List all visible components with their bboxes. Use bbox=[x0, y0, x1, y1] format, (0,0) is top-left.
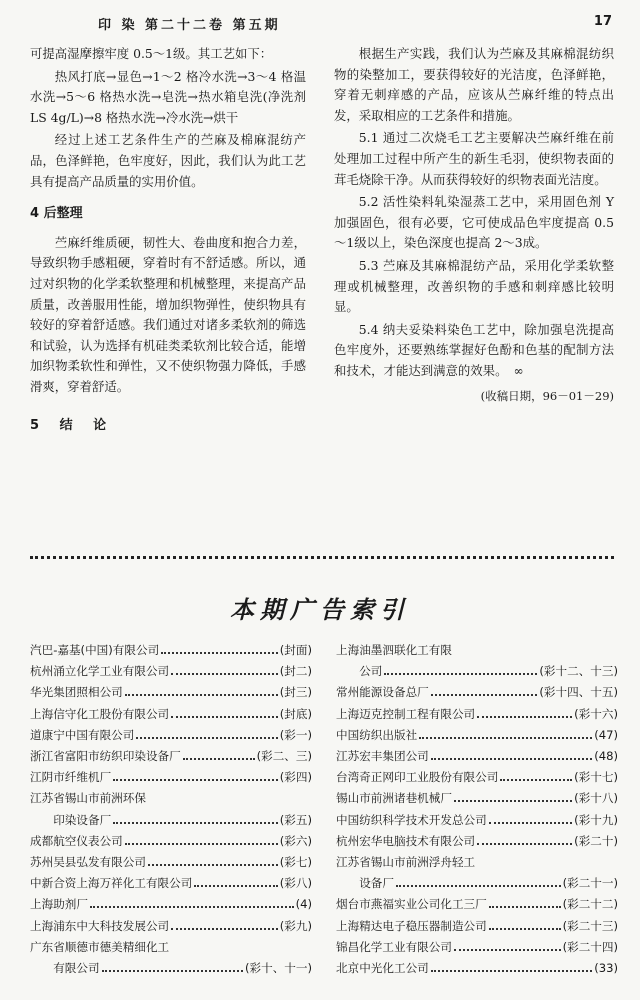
advertiser-name: 设备厂 bbox=[359, 876, 394, 891]
advertiser-name: 上海助剂厂 bbox=[30, 897, 88, 912]
leader-dots bbox=[396, 878, 561, 888]
advertiser-name: 成都航空仪表公司 bbox=[30, 833, 123, 848]
advertiser-name: 有限公司 bbox=[53, 961, 100, 976]
ad-page-ref: (封三) bbox=[279, 685, 312, 700]
ad-index-entry bbox=[336, 873, 618, 894]
ad-index-entry bbox=[30, 640, 312, 661]
advertiser-name: 中国纺织科学技术开发总公司 bbox=[336, 812, 487, 827]
ad-index-entry bbox=[30, 788, 312, 809]
leader-dots bbox=[500, 772, 572, 782]
body-paragraph: 根据生产实践，我们认为苎麻及其麻棉混纺织物的染整加工，要获得较好的光洁度，色泽鲜艳，穿着无刺痒感的产品，应该从苎麻纤维的特点出发，采取相应的工艺条件和措施。 bbox=[334, 46, 614, 123]
ad-page-ref: (彩二十三) bbox=[562, 918, 618, 933]
ad-index-left bbox=[30, 640, 312, 979]
conclusion-item: 5.3 苎麻及其麻棉混纺产品，采用化学柔软整理或机械整理，改善织物的手感和刺痒感比较明显。 bbox=[334, 257, 614, 315]
advertiser-name: 浙江省富阳市纺织印染设备厂 bbox=[30, 749, 181, 764]
ad-page-ref: (彩十、十一) bbox=[244, 961, 312, 976]
advertiser-name: 江苏省锡山市前洲环保 bbox=[30, 791, 146, 806]
ad-page-ref: (彩四) bbox=[279, 770, 312, 785]
ad-index-entry bbox=[30, 958, 312, 979]
ad-index-entry bbox=[336, 682, 618, 703]
leader-dots bbox=[489, 814, 572, 824]
section-divider bbox=[30, 556, 614, 559]
ad-index-entry bbox=[30, 894, 312, 915]
leader-dots bbox=[477, 708, 572, 718]
advertiser-name: 公司 bbox=[359, 664, 383, 679]
ad-index-entry bbox=[30, 725, 312, 746]
leader-dots bbox=[384, 666, 537, 676]
conclusion-item: 5.1 通过二次烧毛工艺主要解决苎麻纤维在前处理加工过程中所产生的新生毛羽，使织物表面的茸毛烧除干净。从而获得较好的织物表面光洁度。 bbox=[334, 130, 614, 187]
ad-index-right bbox=[336, 640, 618, 979]
ad-page-ref: (彩五) bbox=[279, 812, 312, 827]
advertiser-name: 锡山市前洲诸巷机械厂 bbox=[336, 791, 452, 806]
conclusion-item: 5.2 活性染料轧染湿蒸工艺中，采用固色剂 Y 加强固色，很有必要，它可使成品色牢度提高 0.5～1级以上，染色深度也提高 2～3成。 bbox=[334, 194, 614, 251]
ad-index-entry bbox=[336, 640, 618, 661]
received-date: (收稿日期，96－01－29) bbox=[480, 388, 614, 403]
advertiser-name: 苏州吴县弘发有限公司 bbox=[30, 855, 146, 870]
body-paragraph: 苎麻纤维质硬，韧性大、卷曲度和抱合力差，导致织物手感粗硬，穿着时有不舒适感。所以，通过对织物的化学柔软整理和机械整理，来提高产品质量，改善服用性能，增加织物弹性，使织物具有较好的穿着舒适感。我们通过对诸多柔软剂的筛选和试验，认为选择有机硅类柔软剂比较合适，能增加织物柔软性和弹性，又不使织物强力降低，手感滑爽，穿着舒适。 bbox=[30, 234, 306, 394]
ad-index-entry bbox=[30, 704, 312, 725]
ad-index-entry bbox=[30, 661, 312, 682]
page-number: 17 bbox=[593, 14, 612, 29]
ad-index-entry bbox=[30, 810, 312, 831]
leader-dots bbox=[113, 772, 278, 782]
leader-dots bbox=[477, 835, 572, 845]
ad-index-entry bbox=[336, 916, 618, 937]
leader-dots bbox=[171, 920, 278, 930]
advertiser-name: 北京中光化工公司 bbox=[336, 961, 429, 976]
advertiser-name: 江阴市纤维机厂 bbox=[30, 770, 112, 785]
ad-index-entry bbox=[336, 725, 618, 746]
ad-index-entry bbox=[336, 788, 618, 809]
ad-index-entry bbox=[336, 704, 618, 725]
ad-index-entry bbox=[30, 682, 312, 703]
leader-dots bbox=[431, 687, 538, 697]
advertiser-name: 上海油墨泗联化工有限 bbox=[336, 643, 452, 657]
leader-dots bbox=[136, 729, 277, 739]
ad-index-entry bbox=[30, 746, 312, 767]
body-paragraph: 经过上述工艺条件生产的苎麻及棉麻混纺产品，色泽鲜艳，色牢度好，因此，我们认为此工艺具有提高产品质量的实用价值。 bbox=[30, 132, 306, 189]
leader-dots bbox=[171, 666, 278, 676]
right-column bbox=[334, 44, 614, 406]
ad-page-ref: (彩九) bbox=[279, 918, 312, 933]
advertiser-name: 汽巴-嘉基(中国)有限公司 bbox=[30, 643, 160, 657]
ad-index-entry bbox=[336, 937, 618, 958]
leader-dots bbox=[183, 750, 255, 760]
leader-dots bbox=[194, 878, 277, 888]
ad-page-ref: (彩八) bbox=[279, 876, 312, 891]
ad-index-entry bbox=[336, 831, 618, 852]
advertiser-name: 台湾奇正网印工业股份有限公司 bbox=[336, 770, 499, 785]
ad-index-entry bbox=[30, 831, 312, 852]
leader-dots bbox=[431, 750, 592, 760]
ad-index-entry bbox=[30, 873, 312, 894]
journal-title: 印 染 第二十二卷 第五期 bbox=[98, 18, 281, 33]
conclusion-item bbox=[334, 320, 614, 382]
ad-page-ref: (彩十二、十三) bbox=[539, 664, 618, 679]
ad-page-ref: (47) bbox=[594, 727, 618, 742]
ad-page-ref: (封底) bbox=[279, 706, 312, 721]
ad-index-entry bbox=[336, 810, 618, 831]
left-column bbox=[30, 44, 306, 444]
ad-index-entry bbox=[30, 852, 312, 873]
ad-page-ref: (彩十七) bbox=[574, 770, 618, 785]
leader-dots bbox=[489, 899, 561, 909]
ad-page-ref: (彩十四、十五) bbox=[539, 685, 618, 700]
leader-dots bbox=[454, 793, 572, 803]
ad-page-ref: (彩二十四) bbox=[562, 939, 618, 954]
ad-index-entry bbox=[336, 767, 618, 788]
leader-dots bbox=[148, 857, 278, 867]
leader-dots bbox=[102, 963, 243, 973]
ad-index-entry bbox=[30, 767, 312, 788]
ad-page-ref: (33) bbox=[594, 961, 618, 976]
ad-index-title: 本期广告索引 bbox=[230, 596, 410, 624]
advertiser-name: 广东省顺德市德美精细化工 bbox=[30, 939, 170, 954]
ad-page-ref: (彩十八) bbox=[574, 791, 618, 806]
ad-page-ref: (彩二十二) bbox=[562, 897, 618, 912]
ad-index-entry bbox=[336, 958, 618, 979]
advertiser-name: 上海信守化工股份有限公司 bbox=[30, 706, 170, 721]
advertiser-name: 江苏宏丰集团公司 bbox=[336, 749, 429, 764]
advertiser-name: 烟台市燕福实业公司化工三厂 bbox=[336, 897, 487, 912]
ad-page-ref: (48) bbox=[594, 749, 618, 764]
leader-dots bbox=[171, 708, 278, 718]
ad-page-ref: (彩一) bbox=[279, 727, 312, 742]
ad-index-entry bbox=[30, 916, 312, 937]
leader-dots bbox=[419, 729, 592, 739]
ad-index-entry bbox=[336, 661, 618, 682]
ad-page-ref: (彩十九) bbox=[574, 812, 618, 827]
body-paragraph: 可提高湿摩擦牢度 0.5～1级。其工艺如下： bbox=[30, 46, 273, 61]
advertiser-name: 中国纺织出版社 bbox=[336, 727, 418, 742]
advertiser-name: 常州能源设备总厂 bbox=[336, 685, 429, 700]
ad-page-ref: (彩六) bbox=[279, 833, 312, 848]
section-heading-4: 4 后整理 bbox=[30, 206, 83, 222]
leader-dots bbox=[125, 835, 278, 845]
ad-index-entry bbox=[30, 937, 312, 958]
advertiser-name: 上海迈克控制工程有限公司 bbox=[336, 706, 476, 721]
advertiser-name: 江苏省锡山市前洲浮舟轻工 bbox=[336, 855, 476, 870]
advertiser-name: 印染设备厂 bbox=[53, 812, 112, 827]
process-flow: 热风打底→显色→1～2 格冷水洗→3～4 格温水洗→5～6 格热水洗→皂洗→热水箱皂洗(净洗剂 LS 4g/L)→8 格热水洗→冷水洗→烘干 bbox=[30, 68, 306, 125]
leader-dots bbox=[90, 899, 294, 909]
ad-page-ref: (彩二、三) bbox=[256, 749, 312, 764]
ad-index-entry bbox=[336, 894, 618, 915]
leader-dots bbox=[161, 644, 278, 654]
conclusion-text: 5.4 纳夫妥染料染色工艺中，除加强皂洗提高色牢度外，还要熟练掌握好色酚和色基的配制方法和技术，才能达到满意的效果。 bbox=[334, 321, 614, 378]
leader-dots bbox=[489, 920, 561, 930]
end-mark-icon: ∞ bbox=[513, 363, 524, 378]
advertiser-name: 杭州涌立化学工业有限公司 bbox=[30, 664, 170, 679]
advertiser-name: 上海浦东中大科技发展公司 bbox=[30, 918, 170, 933]
ad-index-entry bbox=[336, 746, 618, 767]
leader-dots bbox=[113, 814, 278, 824]
ad-page-ref: (彩七) bbox=[279, 855, 312, 870]
ad-index-entry bbox=[336, 852, 618, 873]
ad-page-ref: (封二) bbox=[279, 664, 312, 679]
section-heading-5: 5 结 论 bbox=[30, 417, 115, 433]
advertiser-name: 中新合资上海万祥化工有限公司 bbox=[30, 876, 193, 891]
ad-page-ref: (4) bbox=[295, 897, 312, 912]
ad-page-ref: (彩十六) bbox=[574, 706, 618, 721]
leader-dots bbox=[454, 941, 561, 951]
advertiser-name: 道康宁中国有限公司 bbox=[30, 727, 135, 742]
advertiser-name: 上海精达电子稳压器制造公司 bbox=[336, 918, 487, 933]
page-header bbox=[0, 10, 640, 36]
ad-page-ref: (彩二十一) bbox=[562, 876, 618, 891]
advertiser-name: 华光集团照相公司 bbox=[30, 685, 123, 700]
leader-dots bbox=[431, 963, 592, 973]
ad-page-ref: (彩二十) bbox=[574, 833, 618, 848]
leader-dots bbox=[125, 687, 278, 697]
ad-page-ref: (封面) bbox=[279, 643, 312, 657]
advertiser-name: 锦昌化学工业有限公司 bbox=[336, 939, 452, 954]
advertiser-name: 杭州宏华电脑技术有限公司 bbox=[336, 833, 476, 848]
